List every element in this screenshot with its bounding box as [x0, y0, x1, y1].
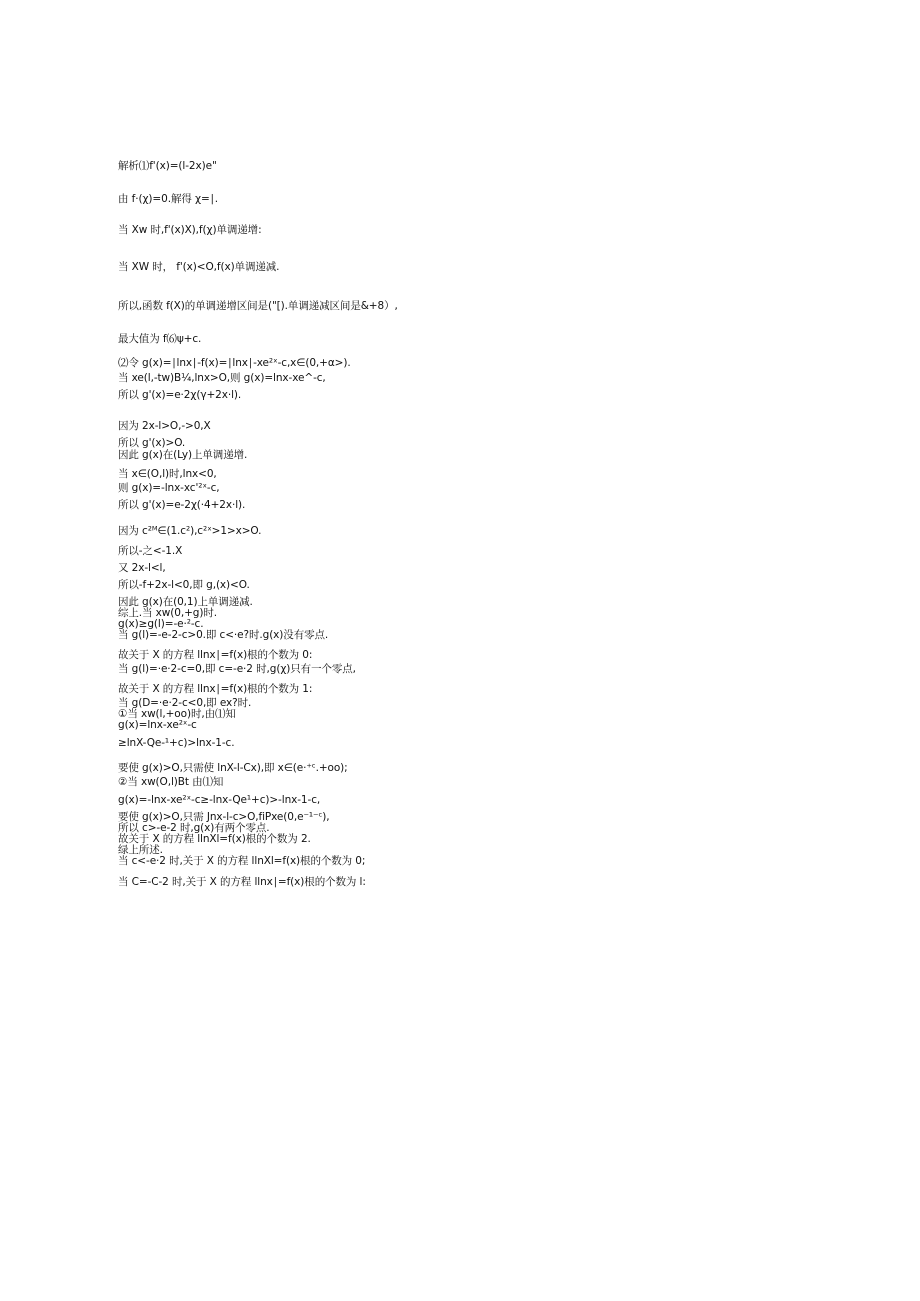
solution-line-13: 当 x∈(O,l)时,lnx<0, [118, 468, 217, 480]
solution-line-14: 则 g(x)=-lnx-xc'²ˣ-c, [118, 482, 220, 494]
solution-line-27: 当 g(D=·e·2-c<0,即 ex?时. [118, 697, 252, 709]
solution-line-22: g(x)≥g(l)=-e·²-c. [118, 618, 204, 630]
solution-line-15: 所以 g'(x)=e-2χ(·4+2x·l). [118, 499, 246, 511]
solution-line-39: 当 C=-C-2 时,关于 X 的方程 llnx∣=f(x)根的个数为 l: [118, 876, 366, 888]
solution-line-26: 故关于 X 的方程 llnx∣=f(x)根的个数为 1: [118, 683, 313, 695]
solution-line-23: 当 g(l)=-e-2-c>0.即 c<·e?时.g(x)没有零点. [118, 629, 329, 641]
solution-line-1: 解析⑴f'(x)=(l-2x)e" [118, 160, 217, 172]
solution-line-30: ≥lnX-Qe-¹+c)>lnx-1-c. [118, 737, 235, 749]
solution-line-33: g(x)=-lnx-xe²ˣ-c≥-lnx-Qe¹+c)>-lnx-1-c, [118, 794, 321, 806]
solution-line-3: 当 Xw 时,f'(x)X),f(χ)单调递增: [118, 224, 262, 236]
solution-line-12: 因此 g(x)在(Ly)上单调递增. [118, 449, 248, 461]
solution-line-28: ①当 xw(l,+oo)时,由⑴知 [118, 708, 236, 720]
solution-line-34: 要使 g(x)>O,只需 Jnx-l-c>O,fiPxe(0,e⁻¹⁻ᶜ), [118, 811, 330, 823]
solution-line-20: 因此 g(x)在(0,1)上单调递减. [118, 596, 253, 608]
solution-line-19: 所以-f+2x-l<0,即 g,(x)<O. [118, 579, 250, 591]
solution-line-36: 故关于 X 的方程 llnXl=f(x)根的个数为 2. [118, 833, 311, 845]
solution-line-5: 所以,函数 f(X)的单调递增区间是("[).单调递减区间是&+8）, [118, 300, 398, 312]
solution-line-16: 因为 c²ᴹ∈(1.c²),c²ˣ>1>x>O. [118, 525, 262, 537]
solution-line-2: 由 f·(χ)=0.解得 χ=∣. [118, 193, 219, 205]
solution-line-29: g(x)=lnx-xe²ˣ-c [118, 719, 197, 731]
solution-line-4: 当 XW 时， f'(x)<O,f(x)单调递减. [118, 261, 280, 273]
solution-line-18: 又 2x-l<l, [118, 562, 166, 574]
solution-line-25: 当 g(l)=·e·2-c=0,即 c=-e·2 时,g(χ)只有一个零点, [118, 663, 356, 675]
solution-line-10: 因为 2x-l>O,->0,X [118, 420, 211, 432]
solution-line-11: 所以 g'(x)>O. [118, 437, 186, 449]
solution-line-37: 绿上所述. [118, 844, 163, 856]
solution-line-38: 当 c<-e·2 时,关于 X 的方程 llnXl=f(x)根的个数为 0; [118, 855, 366, 867]
solution-line-17: 所以-之<-1.X [118, 545, 183, 557]
solution-line-7: ⑵令 g(x)=∣lnx∣-f(x)=∣lnx∣-xe²ˣ-c,x∈(0,+α>). [118, 357, 351, 369]
solution-line-35: 所以 c>-e-2 时,g(x)有两个零点. [118, 822, 270, 834]
solution-line-31: 要使 g(x)>O,只需使 lnX-l-Cx),即 x∈(e·⁺ᶜ.+oo); [118, 762, 348, 774]
solution-line-6: 最大值为 f⑹ψ+c. [118, 333, 202, 345]
solution-line-8: 当 xe(l,-tw)B¼,lnx>O,则 g(x)=lnx-xe^-c, [118, 372, 326, 384]
solution-line-21: 综上.当 xw(0,+g)时. [118, 607, 217, 619]
solution-line-24: 故关于 X 的方程 llnx∣=f(x)根的个数为 0: [118, 649, 313, 661]
solution-line-9: 所以 g'(x)=e·2χ(γ+2x·l). [118, 389, 242, 401]
solution-line-32: ②当 xw(O,l)Bt 由⑴知 [118, 776, 224, 788]
